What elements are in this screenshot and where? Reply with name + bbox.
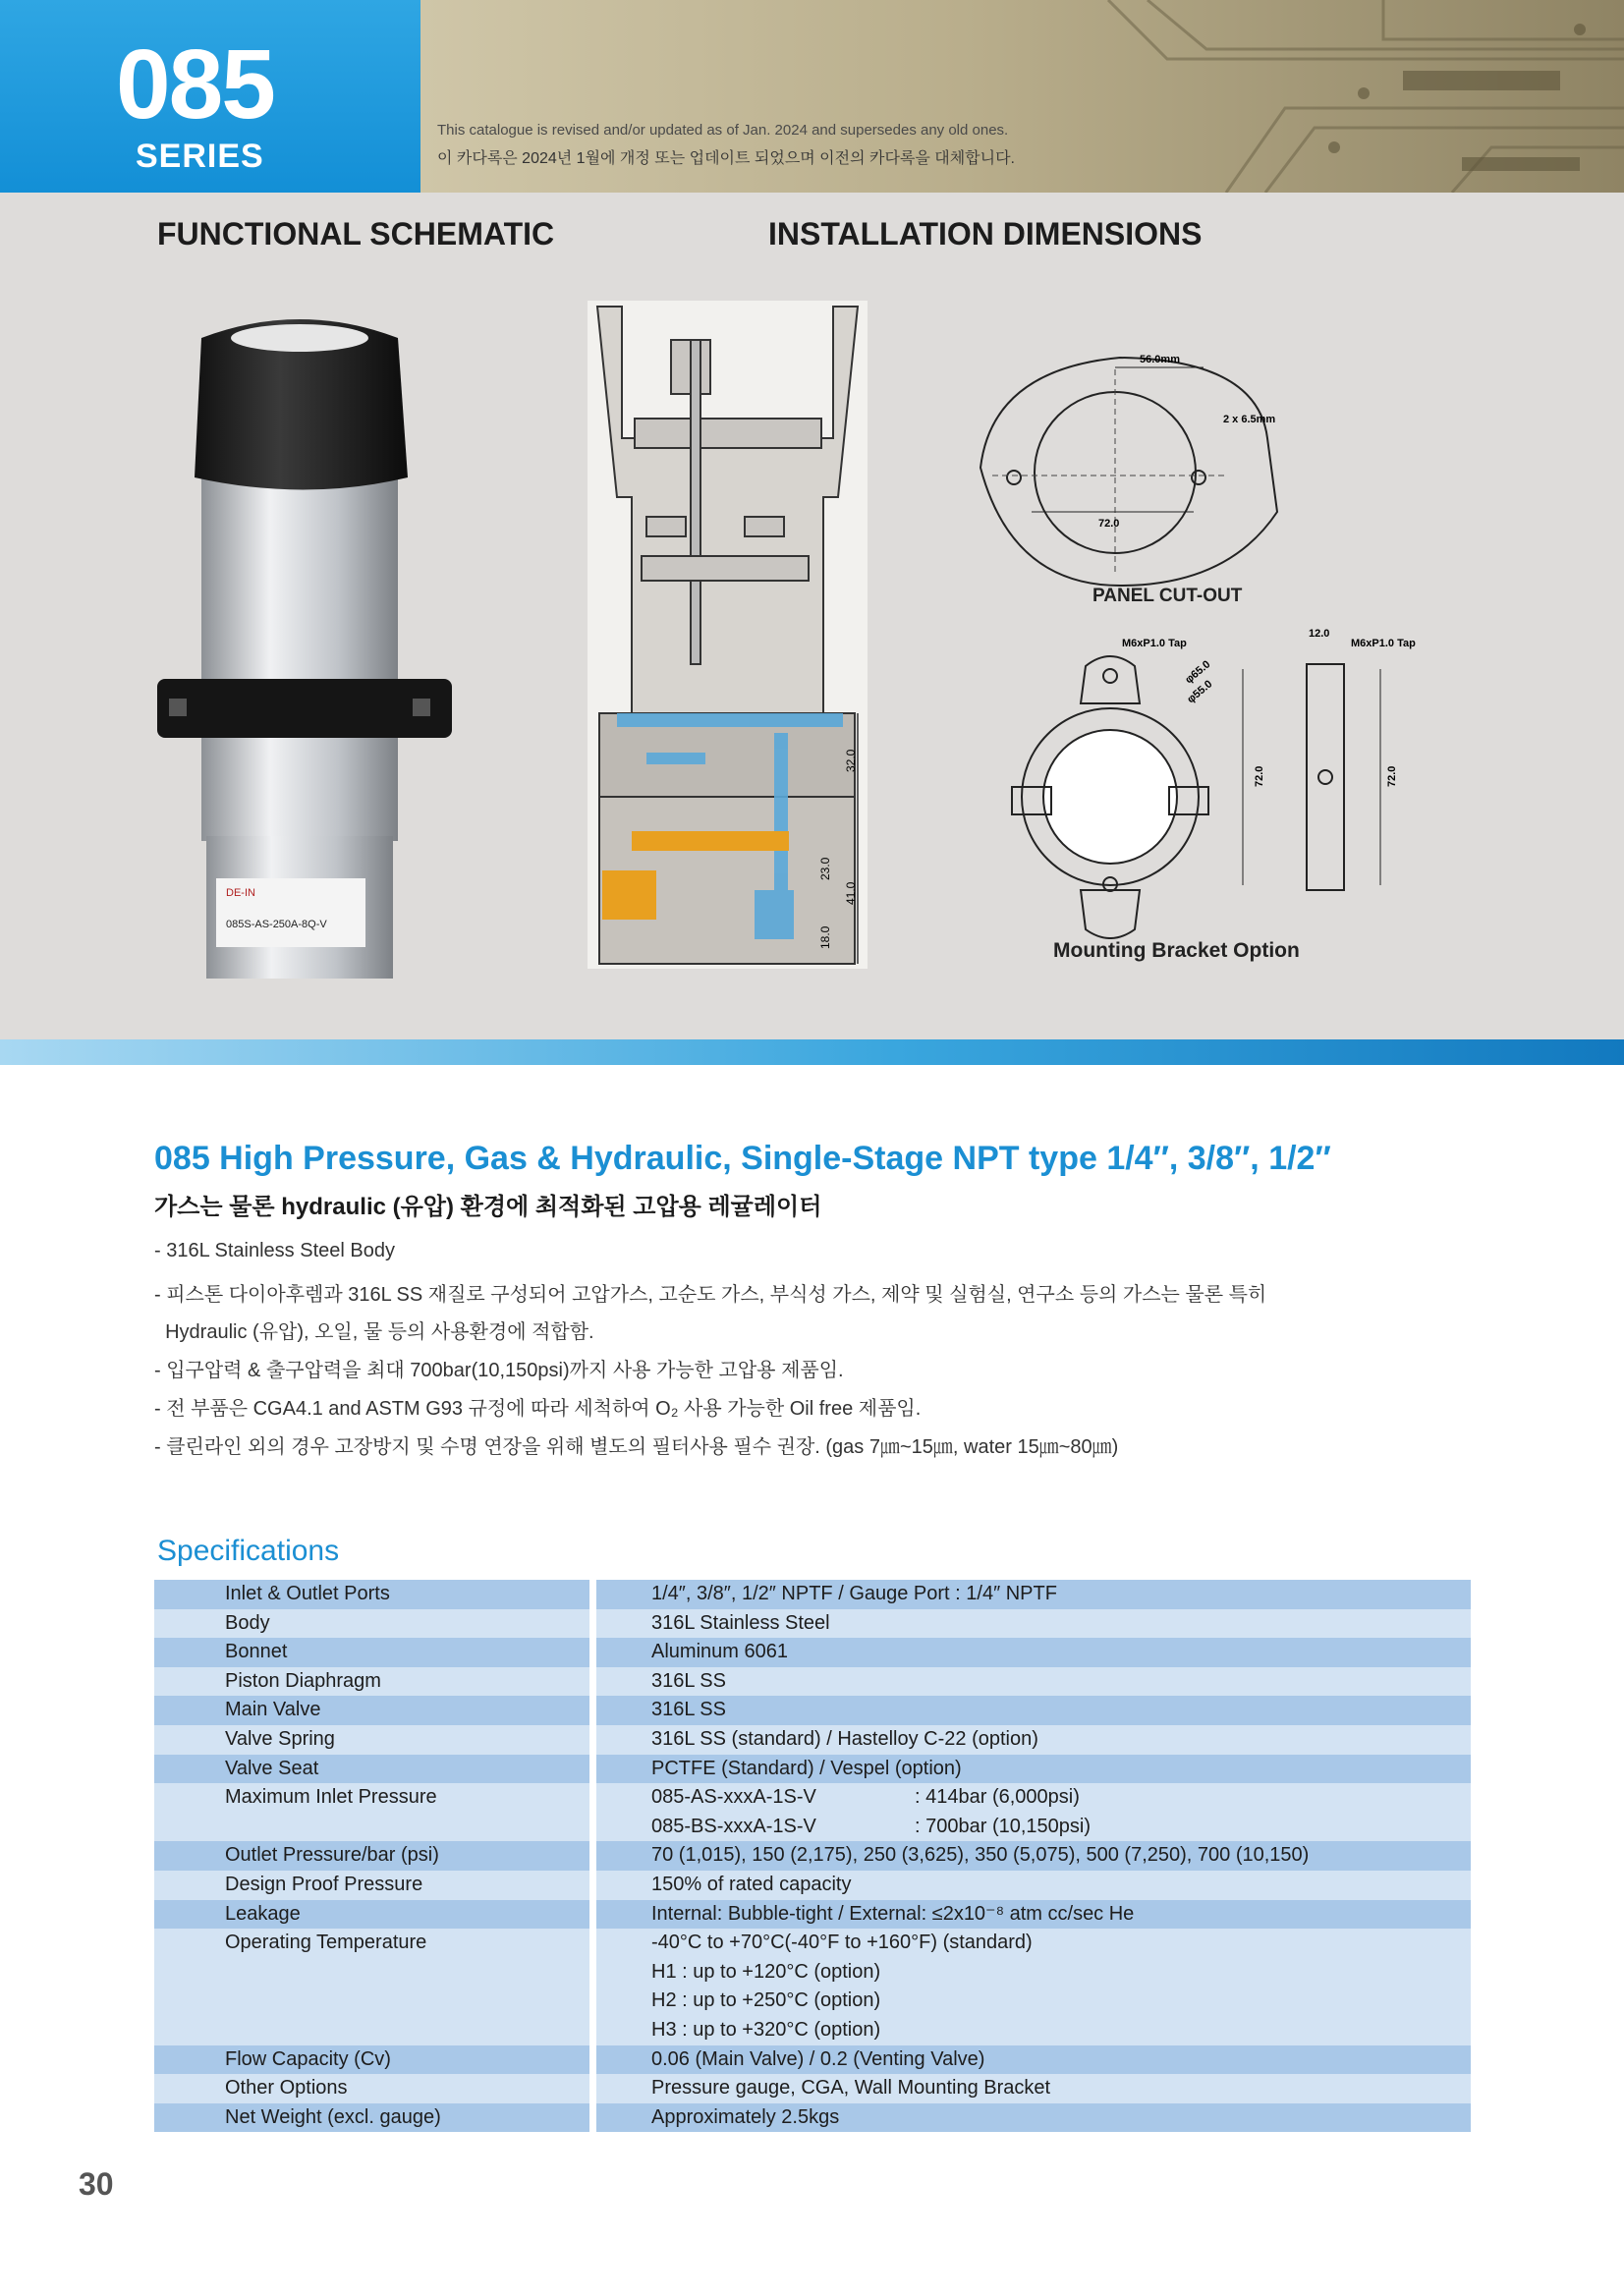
spec-value (596, 2103, 1471, 2133)
spec-row (154, 1696, 1471, 1725)
spec-value (596, 1783, 1471, 1841)
spec-label-text: Operating Temperature (225, 1932, 427, 1954)
spec-value (596, 1725, 1471, 1755)
spec-value-line: H2 : up to +250°C (option) (651, 1989, 881, 2012)
bullet-4: - 전 부품은 CGA4.1 and ASTM G93 규정에 따라 세척하여 O₂ 사용 가능한 Oil free 제품임. (154, 1398, 922, 1420)
spec-label-text: Body (225, 1611, 270, 1634)
spec-row (154, 2045, 1471, 2075)
spec-value-line: 0.06 (Main Valve) / 0.2 (Venting Valve) (651, 2047, 985, 2070)
spec-value (596, 1609, 1471, 1639)
bullet-1: - 316L Stainless Steel Body (154, 1240, 395, 1261)
spec-label (154, 1667, 589, 1697)
spec-row (154, 1609, 1471, 1639)
spec-label-text: Valve Spring (225, 1727, 335, 1750)
panel-cutout-caption: PANEL CUT-OUT (1092, 586, 1243, 606)
divider-bar (0, 1039, 1624, 1065)
spec-label (154, 1841, 589, 1871)
spec-pressure: : 700bar (10,150psi) (915, 1815, 1092, 1837)
spec-value-line: Approximately 2.5kgs (651, 2105, 840, 2128)
specifications-title: Specifications (157, 1535, 340, 1567)
bracket-screw (169, 699, 187, 716)
dim-18: 18.0 (818, 925, 832, 949)
bracket-caption: Mounting Bracket Option (1053, 939, 1300, 962)
spec-row (154, 1929, 1471, 2044)
spec-label (154, 1783, 589, 1841)
spec-label (154, 2103, 589, 2133)
spec-value (596, 1638, 1471, 1667)
spec-value-line (651, 1813, 1471, 1842)
spec-label-text: Maximum Inlet Pressure (225, 1786, 437, 1809)
spec-value-line (651, 1783, 1471, 1813)
spec-pressure: : 414bar (6,000psi) (915, 1786, 1080, 1809)
functional-schematic-title: FUNCTIONAL SCHEMATIC (157, 216, 555, 252)
knob-label (231, 324, 368, 352)
spec-value-line: H1 : up to +120°C (option) (651, 1960, 881, 1983)
installation-dimensions-title: INSTALLATION DIMENSIONS (768, 216, 1203, 252)
spec-label-text: Outlet Pressure/bar (psi) (225, 1844, 439, 1867)
cross-section-drawing (588, 301, 882, 969)
specifications-table (154, 1580, 1471, 2132)
spec-row (154, 1580, 1471, 1609)
spec-label-text: Design Proof Pressure (225, 1873, 423, 1895)
spec-value (596, 1696, 1471, 1725)
spec-label (154, 1871, 589, 1900)
dim-tap-left: M6xP1.0 Tap (1122, 638, 1187, 649)
series-word: SERIES (136, 138, 264, 175)
bullet-2: - 피스톤 다이아후렘과 316L SS 재질로 구성되어 고압가스, 고순도 가스, 부식성 가스, 제약 및 실험실, 연구소 등의 가스는 물론 특히 (154, 1284, 1267, 1306)
spec-value (596, 1755, 1471, 1784)
spec-row (154, 2074, 1471, 2103)
series-number: 085 (116, 29, 274, 140)
dim-phi65: φ65.0 (1183, 658, 1213, 687)
dim-bracket-72: 72.0 (1254, 765, 1265, 787)
label-brand: DE-IN (226, 887, 255, 899)
spec-row (154, 1871, 1471, 1900)
spec-label-text: Bonnet (225, 1641, 288, 1663)
spec-value (596, 1841, 1471, 1871)
dim-hole: 2 x 6.5mm (1223, 414, 1276, 425)
dim-tap-right: M6xP1.0 Tap (1351, 638, 1416, 649)
spec-label (154, 1580, 589, 1609)
spec-label (154, 1929, 589, 2044)
spec-value (596, 1667, 1471, 1697)
spec-label-text: Main Valve (225, 1699, 321, 1721)
bonnet-body (201, 458, 398, 841)
spec-label (154, 1638, 589, 1667)
dim-32: 32.0 (844, 749, 858, 772)
spec-label-text: Leakage (225, 1902, 301, 1925)
dim-side-72: 72.0 (1386, 765, 1398, 787)
label-model: 085S-AS-250A-8Q-V (226, 919, 327, 930)
spec-value-line: Aluminum 6061 (651, 1641, 788, 1663)
dim-12: 12.0 (1309, 628, 1330, 640)
product-subtitle: 가스는 물론 hydraulic (유압) 환경에 최적화된 고압용 레귤레이터 (154, 1194, 822, 1220)
bullet-3: - 입구압력 & 출구압력을 최대 700bar(10,150psi)까지 사용 가능한 고압용 제품임. (154, 1360, 844, 1381)
dim-23: 23.0 (818, 857, 832, 880)
bullet-5: - 클린라인 외의 경우 고장방지 및 수명 연장을 위해 별도의 필터사용 필수 권장. (gas 7㎛~15㎛, water 15㎛~80㎛) (154, 1436, 1119, 1458)
spec-model: 085-AS-xxxA-1S-V (651, 1786, 816, 1809)
spec-value (596, 2074, 1471, 2103)
dim-56mm: 56.0mm (1140, 354, 1180, 365)
spec-row (154, 2103, 1471, 2133)
spec-value-line: 150% of rated capacity (651, 1873, 852, 1895)
spec-label (154, 2045, 589, 2075)
spec-value-line: 1/4″, 3/8″, 1/2″ NPTF / Gauge Port : 1/4″ NPTF (651, 1583, 1057, 1604)
spec-value-line: Pressure gauge, CGA, Wall Mounting Bracket (651, 2077, 1051, 2100)
spec-label (154, 1725, 589, 1755)
spec-label (154, 2074, 589, 2103)
spec-value-line: H3 : up to +320°C (option) (651, 2018, 881, 2041)
spec-row (154, 1667, 1471, 1697)
spec-value-line: 70 (1,015), 150 (2,175), 250 (3,625), 350 (5,075), 500 (7,250), 700 (10,150) (651, 1844, 1310, 1867)
dim-72: 72.0 (1098, 518, 1120, 530)
spec-label-text: Net Weight (excl. gauge) (225, 2105, 441, 2128)
spec-row (154, 1725, 1471, 1755)
spec-row (154, 1900, 1471, 1930)
spec-value (596, 2045, 1471, 2075)
spec-row (154, 1638, 1471, 1667)
spec-label-text: Valve Seat (225, 1757, 319, 1779)
spec-value (596, 1900, 1471, 1930)
spec-row (154, 1783, 1471, 1841)
spec-value-line: PCTFE (Standard) / Vespel (option) (651, 1757, 962, 1779)
spec-value-line: 316L SS (651, 1699, 726, 1721)
spec-model: 085-BS-xxxA-1S-V (651, 1815, 816, 1837)
notice-english: This catalogue is revised and/or updated as of Jan. 2024 and supersedes any old ones. (437, 122, 1009, 139)
spec-value-line: 316L SS (standard) / Hastelloy C-22 (option) (651, 1727, 1038, 1750)
spec-value-line: -40°C to +70°C(-40°F to +160°F) (standard) (651, 1932, 1033, 1954)
spec-label (154, 1900, 589, 1930)
spec-value (596, 1580, 1471, 1609)
spec-label (154, 1696, 589, 1725)
dim-41: 41.0 (844, 881, 858, 905)
mounting-bracket (157, 679, 452, 738)
spec-label-text: Flow Capacity (Cv) (225, 2047, 391, 2070)
dim-phi55: φ55.0 (1185, 678, 1215, 706)
spec-label-text: Other Options (225, 2077, 348, 2100)
notice-korean: 이 카다록은 2024년 1월에 개정 또는 업데이트 되었으며 이전의 카다록을 대체합니다. (437, 150, 1015, 167)
bracket-screw (413, 699, 430, 716)
mounting-bracket-drawing (1002, 625, 1464, 939)
spec-value (596, 1929, 1471, 2044)
spec-label (154, 1755, 589, 1784)
spec-label (154, 1609, 589, 1639)
regulator-photo (147, 310, 472, 979)
page-number: 30 (79, 2166, 114, 2202)
spec-row (154, 1841, 1471, 1871)
spec-row (154, 1755, 1471, 1784)
spec-value-line: 316L Stainless Steel (651, 1611, 830, 1634)
spec-label-text: Inlet & Outlet Ports (225, 1583, 390, 1604)
panel-cutout-drawing (973, 350, 1297, 615)
spec-label-text: Piston Diaphragm (225, 1669, 381, 1692)
product-title: 085 High Pressure, Gas & Hydraulic, Single-Stage NPT type 1/4″, 3/8″, 1/2″ (154, 1140, 1331, 1177)
spec-value-line: Internal: Bubble-tight / External: ≤2x10⁻⁸ atm cc/sec He (651, 1902, 1135, 1925)
spec-value-line: 316L SS (651, 1669, 726, 1692)
bullet-2-cont: Hydraulic (유압), 오일, 물 등의 사용환경에 적합함. (154, 1321, 594, 1343)
spec-value (596, 1871, 1471, 1900)
